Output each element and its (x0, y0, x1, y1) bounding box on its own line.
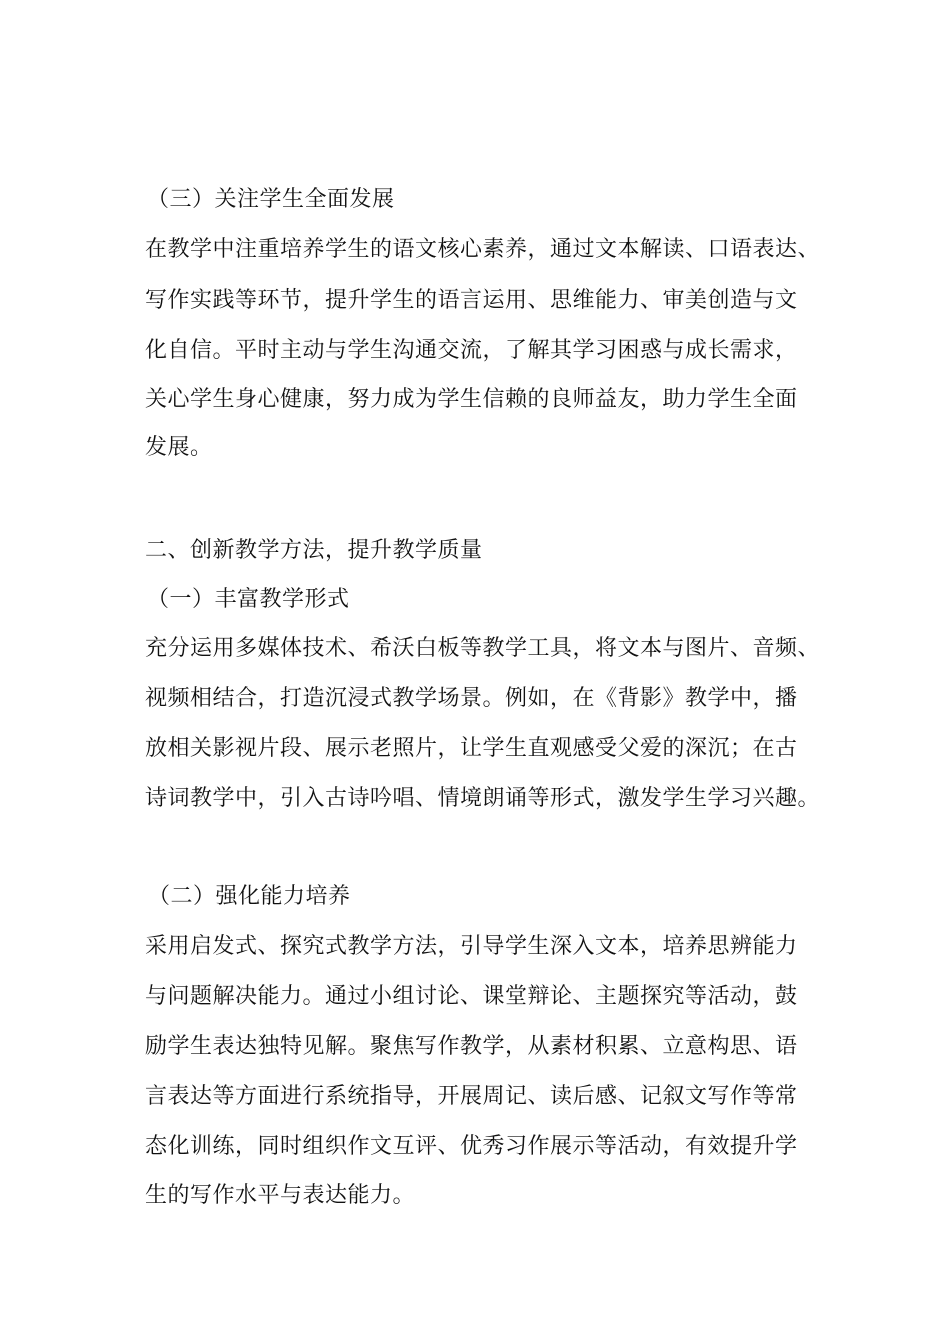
part-two-heading: 二、创新教学方法，提升教学质量 (145, 538, 483, 563)
paragraph-line: 生的写作水平与表达能力。 (145, 1183, 416, 1208)
paragraph-line: 发展。 (145, 435, 213, 460)
paragraph-line: 态化训练，同时组织作文互评、优秀习作展示等活动，有效提升学 (145, 1134, 798, 1159)
paragraph-line: 放相关影视片段、展示老照片，让学生直观感受父爱的深沉；在古 (145, 736, 798, 761)
paragraph-line: 与问题解决能力。通过小组讨论、课堂辩论、主题探究等活动，鼓 (145, 984, 798, 1009)
sub-two-heading: （二）强化能力培养 (148, 884, 351, 909)
paragraph-line: 在教学中注重培养学生的语文核心素养，通过文本解读、口语表达、 (145, 237, 821, 262)
paragraph-line: 采用启发式、探究式教学方法，引导学生深入文本，培养思辨能力 (145, 934, 798, 959)
paragraph-line: 言表达等方面进行系统指导，开展周记、读后感、记叙文写作等常 (145, 1084, 798, 1109)
paragraph-line: 励学生表达独特见解。聚焦写作教学，从素材积累、立意构思、语 (145, 1034, 798, 1059)
sub-one-heading: （一）丰富教学形式 (147, 587, 350, 612)
paragraph-line: 写作实践等环节，提升学生的语言运用、思维能力、审美创造与文 (145, 288, 798, 313)
section-three-heading: （三）关注学生全面发展 (147, 187, 395, 212)
paragraph-line: 关心学生身心健康，努力成为学生信赖的良师益友，助力学生全面 (145, 387, 798, 412)
paragraph-line: 诗词教学中，引入古诗吟唱、情境朗诵等形式，激发学生学习兴趣。 (145, 786, 821, 811)
paragraph-line: 充分运用多媒体技术、希沃白板等教学工具，将文本与图片、音频、 (145, 636, 821, 661)
paragraph-line: 视频相结合，打造沉浸式教学场景。例如，在《背影》教学中，播 (145, 686, 798, 711)
paragraph-line: 化自信。平时主动与学生沟通交流，了解其学习困惑与成长需求， (145, 338, 798, 363)
